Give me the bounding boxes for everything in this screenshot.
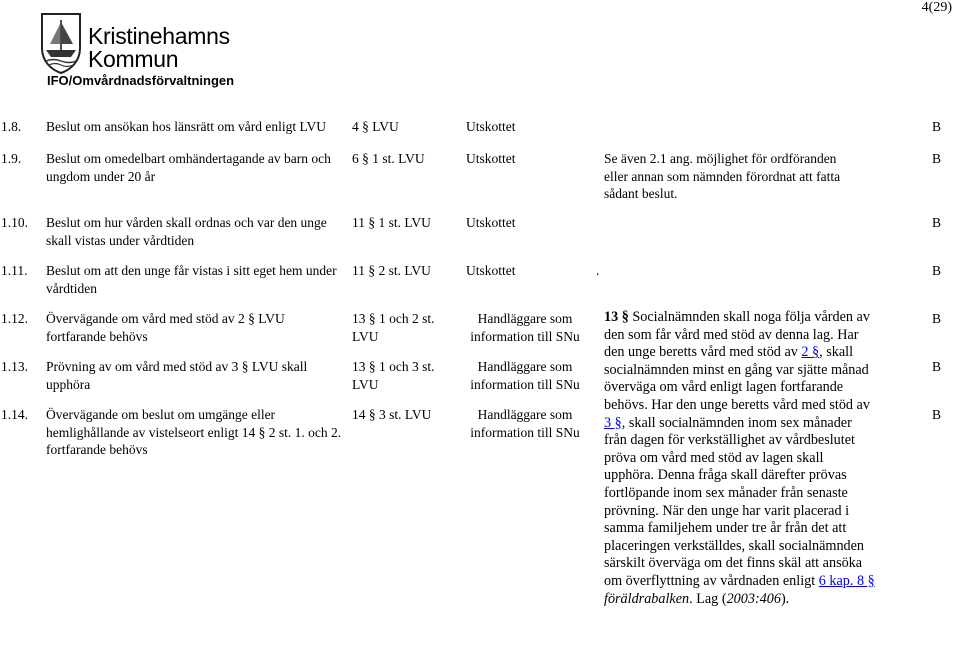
row-law-reference: 14 § 3 st. LVU	[352, 407, 432, 422]
legal-text-part: , skall socialnämnden inom sex månader från dagen för verkställighet av vårdbeslutet pröva om vård med stöd av lagen skall upphöra. Denna fråga skall därefter prövas fortlöpande inom sex månader från senaste prövning. När den unge har varit placerad i samma familjehem under tre år från det att placeringen verkställdes, skall socialnämnden särskilt överväga om det finns skäl att ansöka om överflyttning av vårdnaden enligt	[604, 414, 865, 589]
row-code: B	[932, 311, 942, 326]
row-code: B	[932, 359, 942, 374]
department-name: IFO/Omvårdnadsförvaltningen	[47, 73, 235, 88]
section-number: 13	[604, 309, 622, 325]
row-decision-maker: Handläggare som information till SNu	[470, 359, 580, 392]
row-decision-maker: Handläggare som information till SNu	[470, 407, 580, 440]
row-law-reference: 6 § 1 st. LVU	[352, 151, 425, 166]
legal-text-part: Socialnämnden skall noga följa vården av den som får vård med stöd av denna lag. Har den unge beretts vård med stöd av	[604, 309, 870, 361]
row-number: 1.8.	[1, 119, 22, 134]
row-description: Beslut om att den unge får vistas i sitt eget hem under vårdtiden	[46, 263, 337, 296]
law-number: 2003:406	[726, 590, 781, 607]
row-law-reference: 11 § 1 st. LVU	[352, 215, 431, 230]
row-code: B	[932, 263, 942, 278]
legal-text-part: , skall socialnämnden minst en gång var sjätte månad överväga om vård enligt lagen fortfarande behövs. Har den unge beretts vård med stöd av	[604, 344, 870, 413]
row-decision-maker: Utskottet	[466, 263, 516, 278]
row-number: 1.12.	[1, 311, 28, 326]
row-decision-maker: Utskottet	[466, 215, 516, 230]
row-description: Övervägande om beslut om umgänge eller hemlighållande av vistelseort enligt 14 § 2 st. 1. och 2. fortfarande behövs	[46, 407, 342, 457]
page-number: 4(29)	[921, 0, 952, 15]
law-title-foraldrabalken: föräldrabalken	[604, 590, 690, 607]
municipality-crest-logo	[40, 12, 82, 74]
row-code: B	[932, 407, 942, 422]
legal-text-part: . Lag (	[689, 590, 727, 607]
row-law-reference: 11 § 2 st. LVU	[352, 263, 431, 278]
law-link-6-kap-8[interactable]: 6 kap. 8 §	[818, 572, 875, 589]
row-description: Prövning av om vård med stöd av 3 § LVU skall upphöra	[46, 359, 308, 392]
row-decision-maker: Utskottet	[466, 119, 516, 134]
row-number: 1.9.	[1, 151, 22, 166]
row-description: Beslut om ansökan hos länsrätt om vård enligt LVU	[46, 119, 326, 134]
row-code: B	[932, 119, 942, 134]
row-note: .	[596, 263, 600, 278]
organization-name: Kristinehamns	[88, 23, 230, 49]
row-description: Beslut om hur vården skall ordnas och var den unge skall vistas under vårdtiden	[46, 215, 327, 248]
row-decision-maker: Handläggare som information till SNu	[470, 311, 580, 344]
law-link-2[interactable]: 2 §	[801, 344, 820, 361]
row-number: 1.11.	[1, 263, 28, 278]
row-law-reference: 13 § 1 och 3 st. LVU	[352, 359, 435, 392]
row-description: Övervägande om vård med stöd av 2 § LVU fortfarande behövs	[46, 311, 285, 344]
row-code: B	[932, 151, 942, 166]
row-number: 1.13.	[1, 359, 28, 374]
row-decision-maker: Utskottet	[466, 151, 516, 166]
legal-text-part: ).	[780, 590, 790, 607]
organization-subname: Kommun	[88, 46, 179, 72]
row-number: 1.14.	[1, 407, 28, 422]
row-law-reference: 4 § LVU	[352, 119, 399, 134]
row-number: 1.10.	[1, 215, 28, 230]
law-link-3[interactable]: 3 §	[604, 414, 622, 431]
legal-text-13-paragraph	[604, 309, 876, 608]
row-description: Beslut om omedelbart omhändertagande av barn och ungdom under 20 år	[46, 151, 331, 184]
section-sign: §	[621, 309, 629, 325]
row-code: B	[932, 215, 942, 230]
row-law-reference: 13 § 1 och 2 st. LVU	[352, 311, 435, 344]
row-note: Se även 2.1 ang. möjlighet för ordföranden eller annan som nämnden förordnat att fatta sådant beslut.	[604, 151, 841, 201]
